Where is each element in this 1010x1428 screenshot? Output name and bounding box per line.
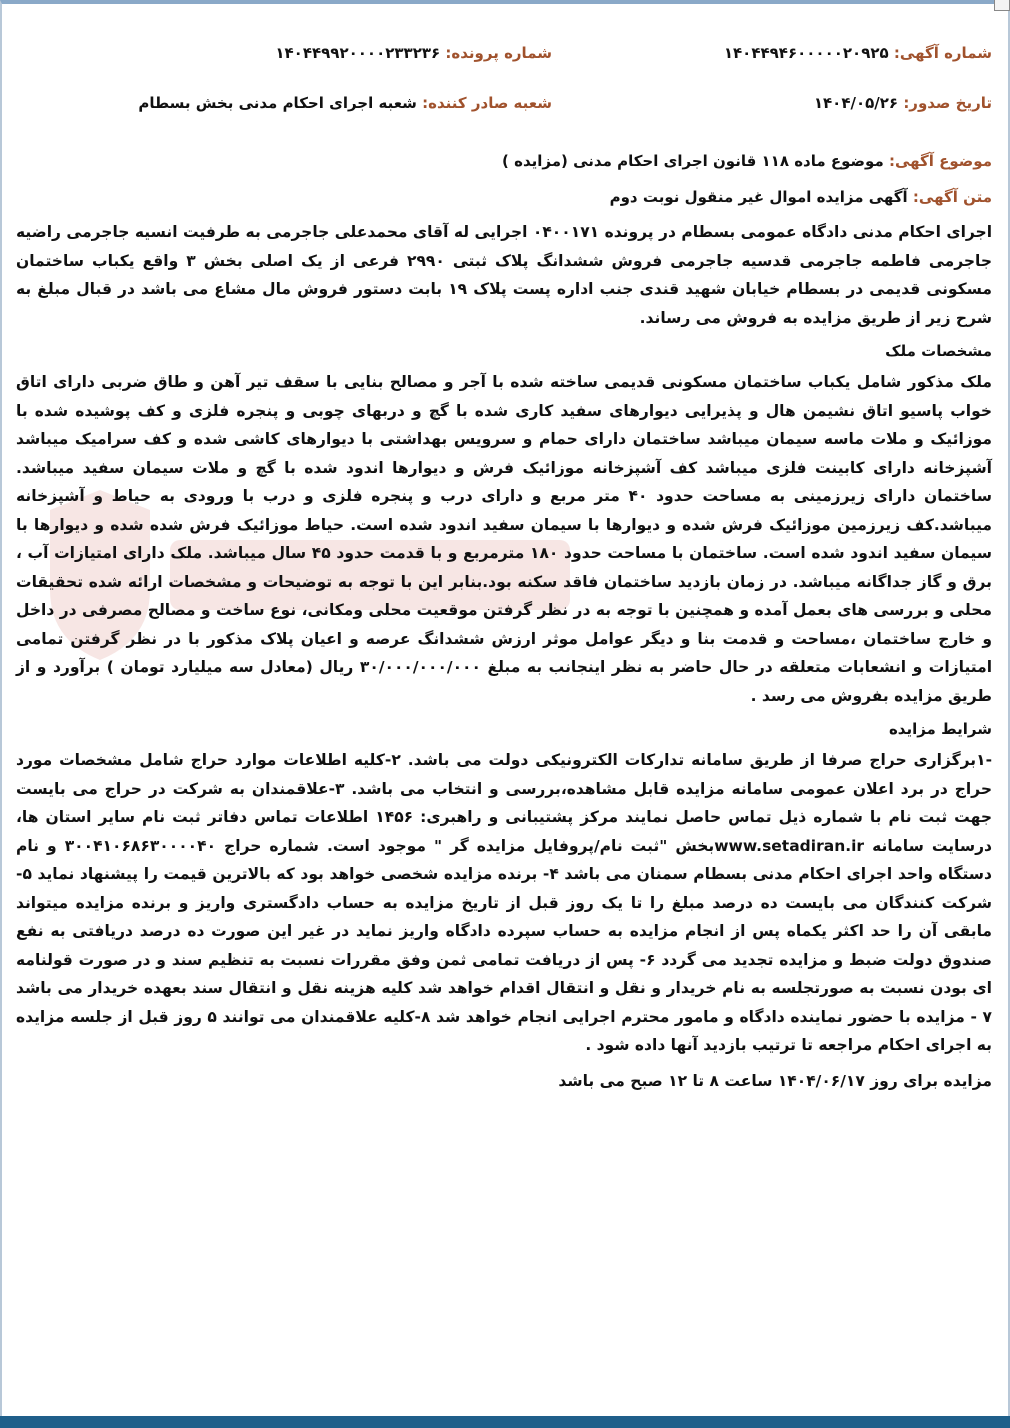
conditions-website: www.setadiran.ir xyxy=(714,836,865,855)
bottom-bar xyxy=(0,1416,1010,1428)
case-number xyxy=(275,44,552,62)
meta-row-1 xyxy=(16,38,992,88)
conditions-paragraph xyxy=(16,746,992,1060)
conditions-title: شرایط مزایده xyxy=(888,720,992,738)
case-number-label: شماره پرونده: xyxy=(445,44,552,62)
subject-line xyxy=(16,148,992,174)
conditions-part2: بخش "ثبت نام/پروفایل مزایده گر " موجود است. شماره حراج ۳۰۰۴۱۰۶۸۶۳۰۰۰۰۴۰ و نام دستگاه واحد اجرای احکام مدنی بسطام سمنان می باشد ۴- برنده مزایده شخصی خواهد بود که بالاترین قیمت را پیشنهاد نماید ۵- شرکت کنندگان می بایست ده درصد مبلغ را تا یک روز قبل از تاریخ مزایده به حساب دادگستری واریز و برنده مزایده میتواند مابقی آن را حد اکثر یکماه پس از انجام مزایده به حساب سپرده دادگاه واریز نماید در غیر این صورت ده درصد دریافتی به نفع صندوق دولت ضبط و مزایده تجدید می گردد ۶- پس از دریافت تمامی ثمن وفق مقررات نسبت به تنظیم سند و در صورت قولنامه ای بودن نسبت به صورتجلسه به نام خریدار و نقل و انتقال اقدام خواهد شد کلیه هزینه نقل و انتقال سند بعهده خریدار می باشد ۷ - مزایده با حضور نماینده دادگاه و مامور محترم اجرایی انجام خواهد شد ۸-کلیه علاقمندان می توانند ۵ روز قبل از جلسه مزایده به اجرای احکام مراجعه تا ترتیب بازدید آنها داده شود . xyxy=(16,836,993,1054)
text-heading-label: متن آگهی: xyxy=(912,188,992,206)
announcement-page xyxy=(16,38,992,1090)
meta-row-2 xyxy=(16,88,992,138)
ad-number-label: شماره آگهی: xyxy=(893,44,992,62)
issue-date xyxy=(814,94,992,112)
case-number-value: ۱۴۰۴۴۹۹۲۰۰۰۰۲۳۳۲۳۶ xyxy=(275,44,441,62)
ad-number xyxy=(724,44,992,62)
ad-number-value: ۱۴۰۴۴۹۴۶۰۰۰۰۰۲۰۹۲۵ xyxy=(723,44,889,62)
issuer-label: شعبه صادر کننده: xyxy=(422,94,552,112)
property-paragraph: ملک مذکور شامل یکباب ساختمان مسکونی قدیمی ساخته شده با آجر و مصالح بنایی با سقف تیر آهن و طاق ضربی دارای اتاق خواب پاسیو اتاق نشیمن هال و پذیرایی دیوارهای سفید کاری شده با گچ و دربهای چوبی و پنجره فلزی و کف پوشیده شده با موزائیک و ملات ماسه سیمان میباشد ساختمان دارای حمام و سرویس بهداشتی با دیوارهای کاشی شده و کف سرامیک میباشد آشپزخانه دارای کابینت فلزی میباشد کف آشپزخانه موزائیک فرش و دیوارها اندود شده با گچ و ملات سیمان سفید میباشد. ساختمان دارای زیرزمینی به مساحت حدود ۴۰ متر مربع و دارای درب و پنجره فلزی و درب با ورودی به حیاط و آشپزخانه میباشد.کف زیرزمین موزائیک فرش شده و دیوارها با سیمان سفید اندود شده است. حیاط موزائیک فرش شده شده و دیوارها با سیمان سفید اندود شده است. ساختمان با مساحت حدود ۱۸۰ مترمربع و با قدمت حدود ۴۵ سال میباشد. ملک دارای امتیازات آب ، برق و گاز جداگانه میباشد. در زمان بازدید ساختمان فاقد سکنه بود.بنابر این با توجه به توضیحات و مشخصات ارائه شده تحقیقات محلی و بررسی های بعمل آمده و همچنین با توجه به در نظر گرفتن موقعیت محلی ومکانی، نوع ساخت و مصالح مصرفی در داخل و خارج ساختمان ،مساحت و قدمت بنا و دیگر عوامل موثر ارزش ششدانگ عرصه و اعیان پلاک مذکور با در نظر گرفتن تمامی امتیازات و انشعابات متعلقه در حال حاضر به نظر اینجانب به مبلغ ۳۰/۰۰۰/۰۰۰/۰۰۰ ریال (معادل سه میلیارد تومان ) برآورد و از طریق مزایده بفروش می رسد . xyxy=(16,373,993,705)
issue-date-value: ۱۴۰۴/۰۵/۲۶ xyxy=(813,94,899,112)
window-corner-button[interactable] xyxy=(994,0,1010,11)
subject-label: موضوع آگهی: xyxy=(888,152,992,170)
text-heading-value: آگهی مزایده اموال غیر منقول نوبت دوم xyxy=(609,188,908,206)
conditions-part1: -۱برگزاری حراج صرفا از طریق سامانه تدارکات الکترونیکی دولت می باشد. ۲-کلیه اطلاعات موارد حراج شامل مشخصات مورد حراج در برد اعلان عمومی سامانه مزایده قابل مشاهده،بررسی و انتخاب می باشد. ۳-علاقمندان به شرکت در حراج می بایست جهت ثبت نام با شماره ذیل تماس حاصل نمایند مرکز پشتیبانی و راهبری: ۱۴۵۶ اطلاعات تماس دفاتر ثبت نام سایر استان ها، درسایت سامانه xyxy=(16,751,992,855)
issuer xyxy=(138,94,552,112)
text-heading-line xyxy=(16,184,992,210)
property-title: مشخصات ملک xyxy=(885,342,992,360)
intro-paragraph: اجرای احکام مدنی دادگاه عمومی بسطام در پرونده ۰۴۰۰۱۷۱ اجرایی له آقای محمدعلی جاجرمی به طرفیت انسیه جاجرمی راضیه جاجرمی فاطمه جاجرمی قدسیه جاجرمی فروش ششدانگ پلاک ثبتی ۲۹۹۰ فرعی از یک اصلی بخش ۳ واقع یکباب ساختمان مسکونی قدیمی در بسطام خیابان شهید قندی جنب اداره پست پلاک ۱۹ بابت دستور فروش مال مشاع می باشد در قبال مبلغ به شرح زیر از طریق مزایده به فروش می رساند. xyxy=(16,223,993,327)
subject-value: موضوع ماده ۱۱۸ قانون اجرای احکام مدنی (مزایده ) xyxy=(502,152,884,170)
auction-date-line: مزایده برای روز ۱۴۰۴/۰۶/۱۷ ساعت ۸ تا ۱۲ صبح می باشد xyxy=(558,1071,992,1090)
issue-date-label: تاریخ صدور: xyxy=(903,94,992,112)
issuer-value: شعبه اجرای احکام مدنی بخش بسطام xyxy=(138,94,417,112)
